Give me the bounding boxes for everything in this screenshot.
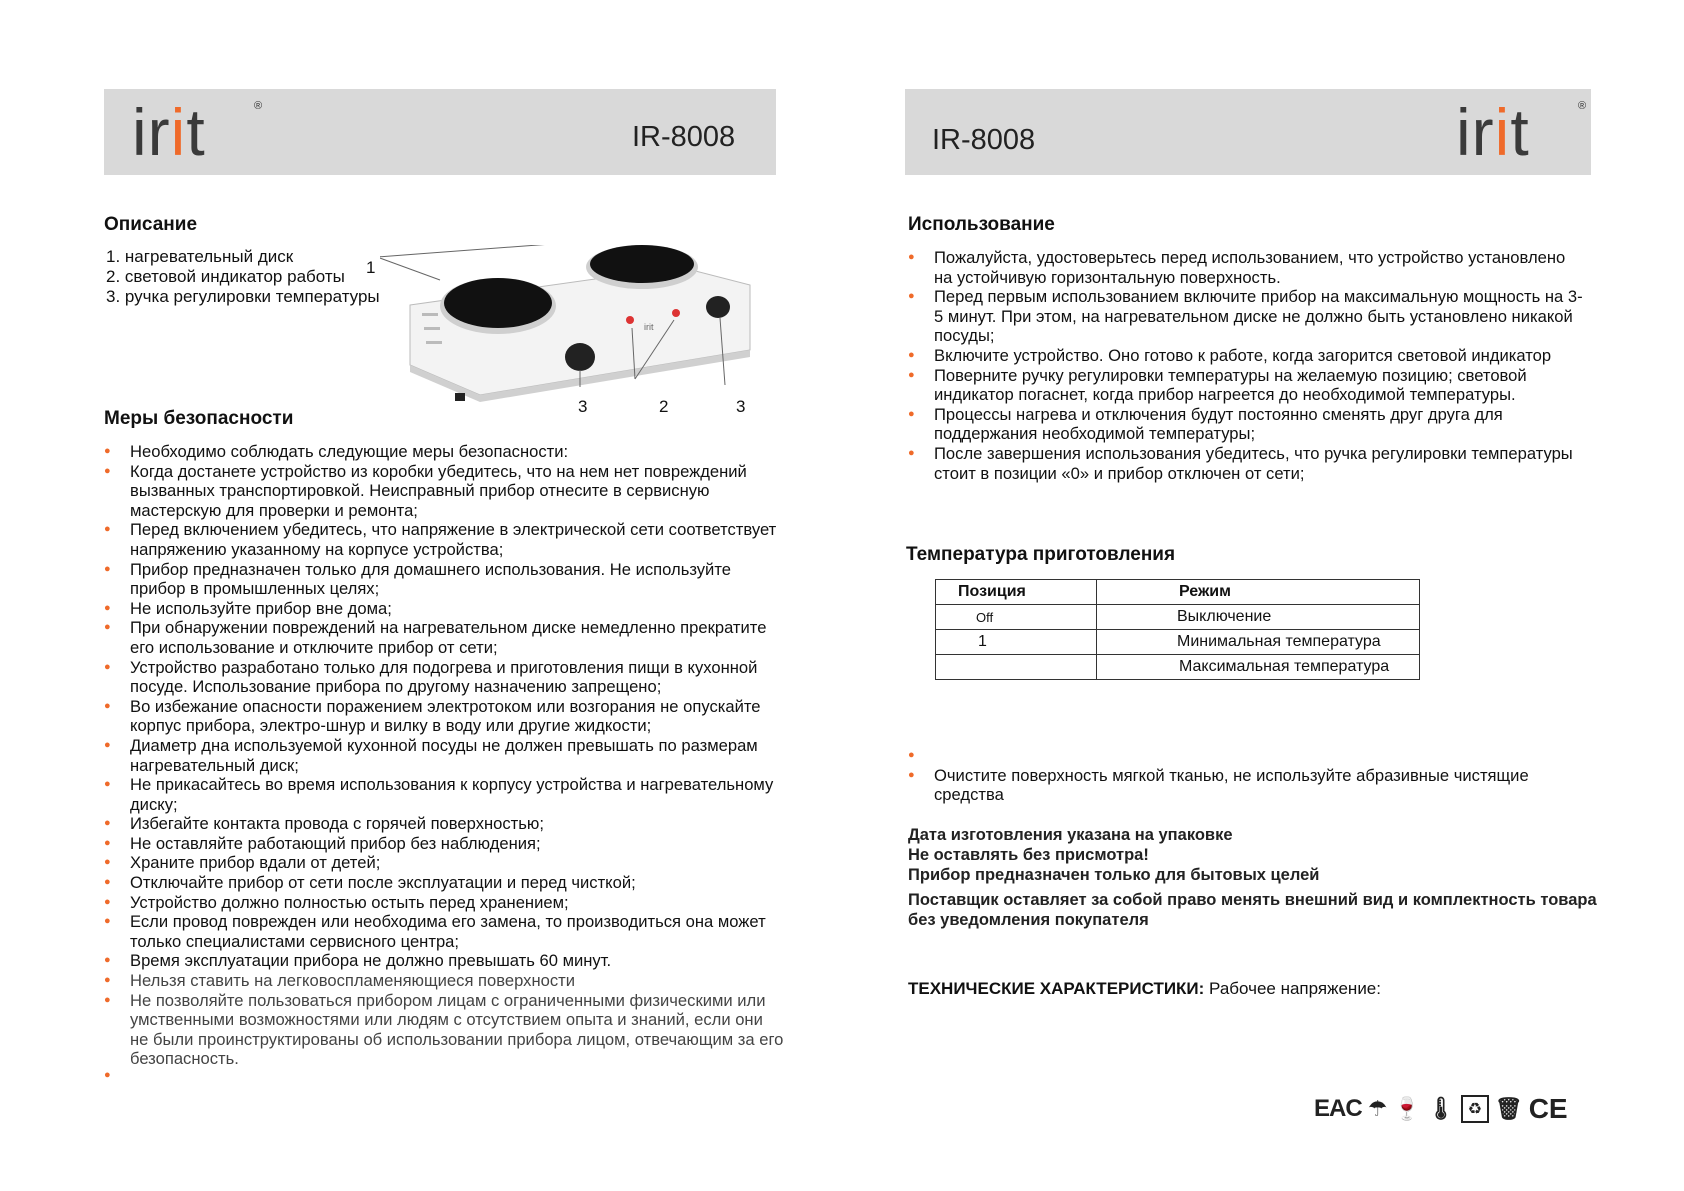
list-item — [908, 746, 1588, 766]
note-supplier-rights: Поставщик оставляет за собой право менять внешний вид и комплектность товара без уведомления покупателя — [908, 891, 1597, 929]
note-no-unattended: Не оставлять без присмотра! — [908, 846, 1149, 864]
header-bar — [104, 89, 776, 175]
tech-value: Рабочее напряжение: — [1209, 979, 1381, 998]
table-row — [936, 655, 1420, 680]
description-list — [106, 247, 380, 307]
list-item: ● Не прикасайтесь во время использования к корпусу устройства и нагревательному диску; — [104, 775, 784, 814]
list-item: ● Устройство должно полностью остыть перед хранением; — [104, 893, 784, 913]
tech-specs — [908, 979, 1381, 999]
brand-logo: irit ® — [132, 95, 264, 169]
callout-2: 2 — [659, 397, 669, 416]
model-number: IR-8008 — [932, 124, 1036, 156]
list-item: ● Отключайте прибор от сети после эксплуатации и перед чисткой; — [104, 873, 784, 893]
knob — [565, 343, 595, 371]
list-item: ● Устройство разработано только для подогрева и приготовления пищи в кухонной посуде. Использование прибора по другому назначению запрещено; — [104, 658, 784, 697]
list-item: 3. ручка регулировки температуры — [106, 287, 380, 306]
right-page — [842, 0, 1684, 1191]
crossed-bin-icon: 🗑 — [1494, 1096, 1523, 1121]
usage-title: Использование — [908, 214, 1055, 235]
safety-title: Меры безопасности — [104, 408, 294, 429]
table-row — [936, 605, 1420, 630]
table-row — [936, 630, 1420, 655]
description-title: Описание — [104, 214, 198, 235]
cleaning-list — [908, 746, 1588, 805]
brand-logo: irit ® — [1456, 95, 1588, 169]
cell-mode: Выключение — [1097, 605, 1420, 630]
cell-mode: Максимальная температура — [1097, 655, 1420, 680]
cell-mode: Минимальная температура — [1097, 630, 1420, 655]
list-item: ● Не оставляйте работающий прибор без наблюдения; — [104, 834, 784, 854]
temperature-icon: 🌡 — [1426, 1096, 1455, 1121]
list-item: ● При обнаружении повреждений на нагревательном диске немедленно прекратите его использование и отключите прибор от сети; — [104, 618, 784, 657]
glass-icon: 🍷 — [1393, 1096, 1421, 1121]
cooking-title: Температура приготовления — [906, 544, 1176, 565]
usage-list — [908, 248, 1588, 483]
certification-marks — [1314, 1093, 1568, 1125]
list-item: ● После завершения использования убедитесь, что ручка регулировки температуры стоит в позиции «0» и прибор отключен от сети; — [908, 444, 1588, 483]
list-item: ● Необходимо соблюдать следующие меры безопасности: — [104, 442, 784, 462]
eac-mark-icon: EAC — [1314, 1095, 1362, 1122]
list-item: ● Перед включением убедитесь, что напряжение в электрической сети соответствует напряжению указанному на корпусе устройства; — [104, 520, 784, 559]
list-item: ● Очистите поверхность мягкой тканью, не используйте абразивные чистящие средства — [908, 766, 1588, 805]
list-item: ● Включите устройство. Оно готово к работе, когда загорится световой индикатор — [908, 346, 1588, 366]
cell-position: 1 — [936, 630, 1097, 655]
list-item: ● Прибор предназначен только для домашнего использования. Не используйте прибор в промышленных целях; — [104, 560, 784, 599]
notes-block — [908, 825, 1598, 930]
list-item: ● Когда достанете устройство из коробки убедитесь, что на нем нет повреждений вызванных транспортировкой. Неисправный прибор отнесите в сервисную мастерскую для проверки и ремонта; — [104, 462, 784, 521]
list-item: ● Диаметр дна используемой кухонной посуды не должен превышать по размерам нагревательный диск; — [104, 736, 784, 775]
callout-3: 3 — [578, 397, 588, 416]
list-item: 2. световой индикатор работы — [106, 267, 345, 286]
list-item: ● Во избежание опасности поражением электротоком или возгорания не опускайте корпус прибора, электро-шнур и вилку в воду или другие жидкости; — [104, 697, 784, 736]
list-item: ● Избегайте контакта провода с горячей поверхностью; — [104, 814, 784, 834]
list-item: ● Пожалуйста, удостоверьтесь перед использованием, что устройство установлено на устойчивую горизонтальную поверхность. — [908, 248, 1588, 287]
header-mode: Режим — [1097, 580, 1420, 605]
safety-list — [104, 442, 784, 1069]
indicator-light — [626, 316, 634, 324]
tech-label: ТЕХНИЧЕСКИЕ ХАРАКТЕРИСТИКИ: — [908, 979, 1205, 998]
knob — [706, 296, 730, 318]
cell-position — [936, 655, 1097, 680]
callout-3: 3 — [736, 397, 746, 416]
note-household-only: Прибор предназначен только для бытовых целей — [908, 866, 1320, 884]
umbrella-icon: ☂ — [1367, 1096, 1388, 1121]
header-position: Позиция — [936, 580, 1097, 605]
table-header — [936, 580, 1420, 605]
list-item: ● Перед первым использованием включите прибор на максимальную мощность на 3-5 минут. При этом, на нагревательном диске не должно быть установлено никакой посуды; — [908, 287, 1588, 346]
hotplate-illustration — [380, 245, 760, 420]
cell-position: Off — [936, 605, 1097, 630]
recycle-icon: ♻ — [1461, 1095, 1489, 1123]
device-logo: irit — [644, 322, 654, 332]
list-item: ● Не используйте прибор вне дома; — [104, 599, 784, 619]
model-number: IR-8008 — [632, 121, 736, 153]
list-item: ● Время эксплуатации прибора не должно превышать 60 минут. — [104, 951, 784, 971]
list-item: ● Процессы нагрева и отключения будут постоянно сменять друг друга для поддержания необходимой температуры; — [908, 405, 1588, 444]
list-item: ● Нельзя ставить на легковоспламеняющиеся поверхности — [104, 971, 784, 991]
ce-mark-icon: CE — [1528, 1093, 1568, 1124]
header-bar — [905, 89, 1591, 175]
list-item: ● Если провод поврежден или необходима его замена, то производиться она может только специалистами сервисного центра; — [104, 912, 784, 951]
list-item: ● Не позволяйте пользоваться прибором лицам с ограниченными физическими или умственными возможностями или людям с отсутствием опыта и знаний, если они не были проинструктированы об использовании прибора лицом, отвечающим за его безопасность. — [104, 991, 784, 1069]
cooking-table — [935, 579, 1420, 680]
empty-bullet: ● — [104, 1069, 111, 1081]
list-item: ● Поверните ручку регулировки температуры на желаемую позицию; световой индикатор погаснет, когда прибор нагреется до необходимой температуры. — [908, 366, 1588, 405]
callout-1: 1 — [366, 258, 376, 277]
indicator-light — [672, 309, 680, 317]
list-item: 1. нагревательный диск — [106, 247, 294, 266]
list-item: ● Храните прибор вдали от детей; — [104, 853, 784, 873]
note-manufacture-date: Дата изготовления указана на упаковке — [908, 826, 1233, 844]
